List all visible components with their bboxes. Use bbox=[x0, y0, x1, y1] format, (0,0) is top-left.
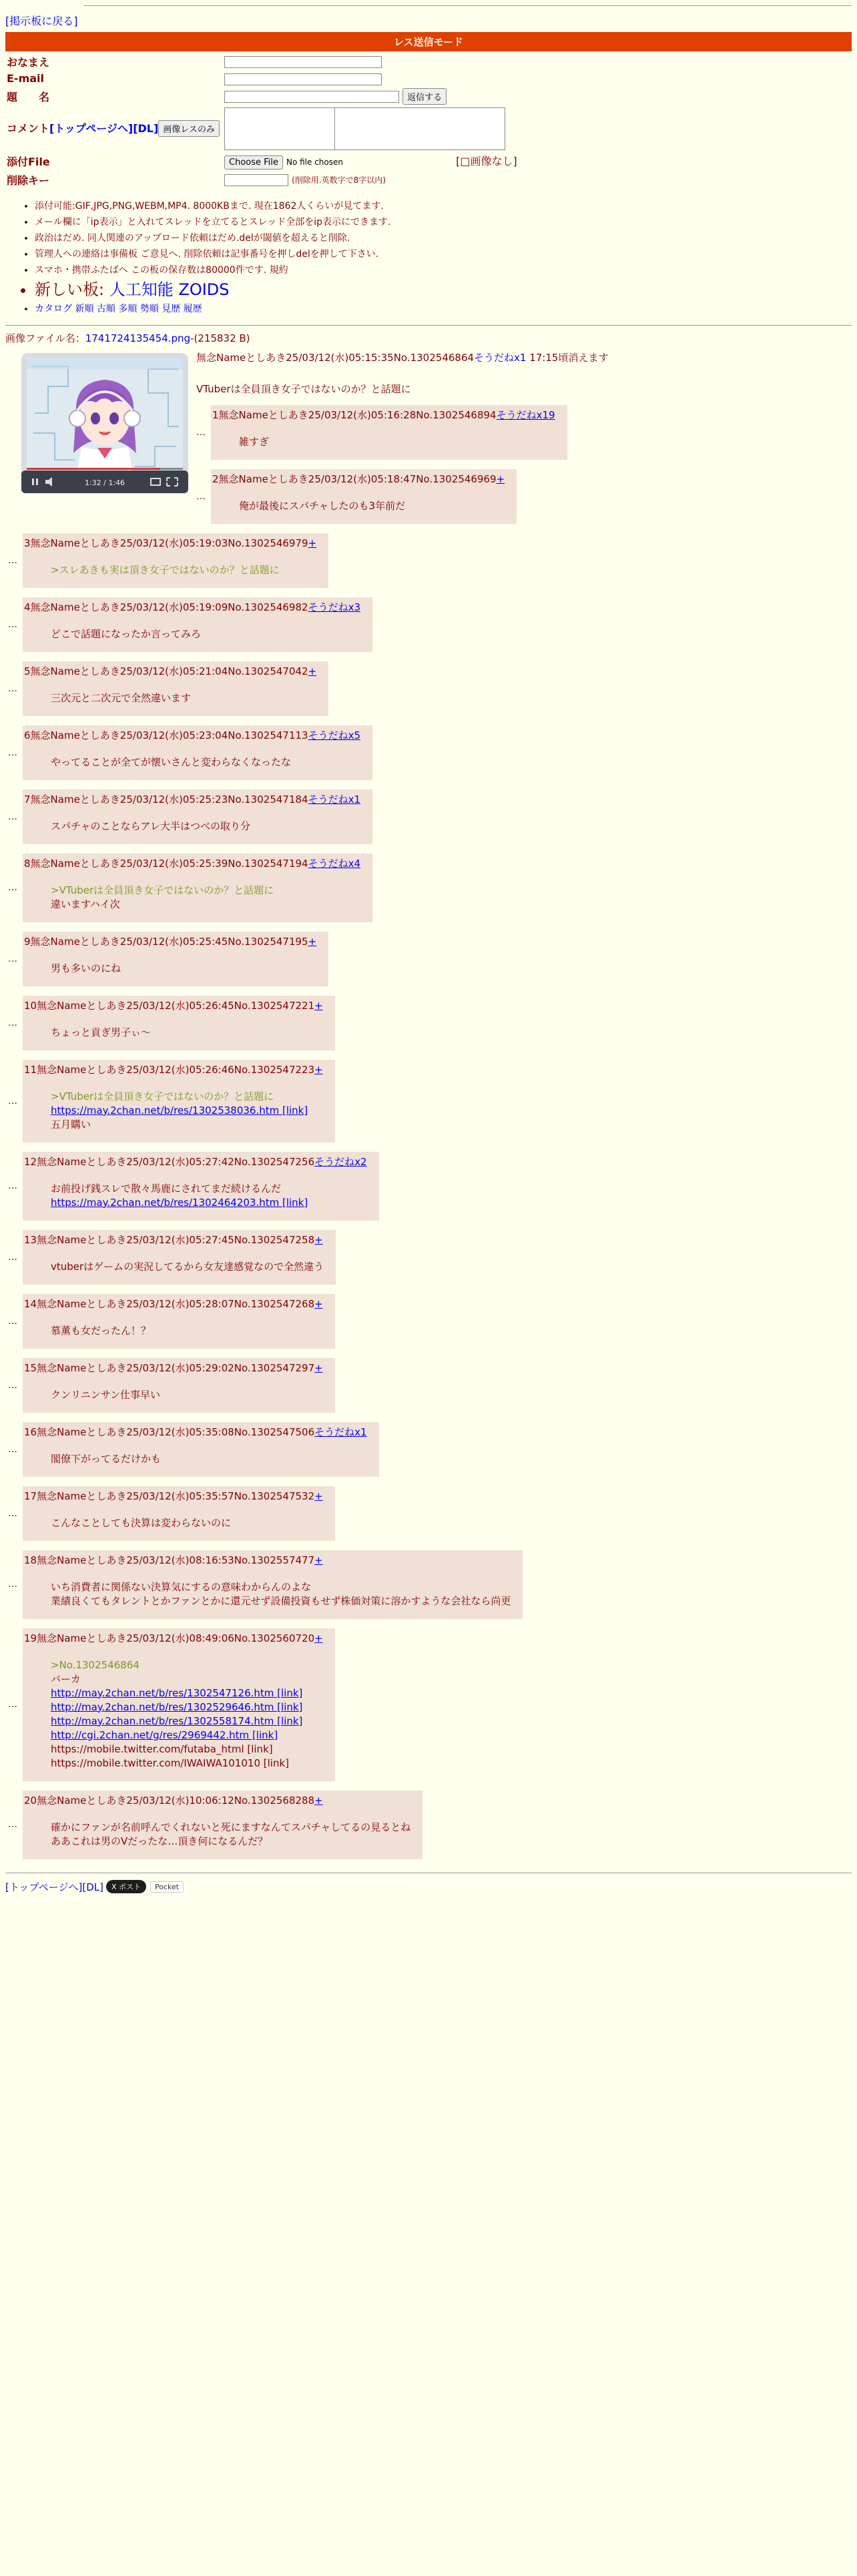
reply-number: 9 bbox=[24, 935, 31, 948]
reply-header bbox=[23, 1361, 323, 1375]
reply-row bbox=[8, 1550, 852, 1619]
back-to-board-link[interactable] bbox=[5, 13, 852, 28]
reply-header bbox=[23, 600, 360, 614]
op-post bbox=[5, 348, 852, 524]
reply-header-text[interactable]: 無念Nameとしあき25/03/12(水)05:19:09No.1302546982 bbox=[30, 601, 308, 613]
reply-body bbox=[23, 563, 316, 577]
sort-menu bbox=[35, 301, 852, 317]
soudane-button[interactable]: + bbox=[308, 665, 317, 677]
reply-link[interactable]: http://may.2chan.net/b/res/1302558174.htm [link] bbox=[51, 1714, 303, 1727]
reply-body bbox=[23, 1388, 323, 1402]
reply-link[interactable]: http://may.2chan.net/b/res/1302529646.htm [link] bbox=[51, 1700, 303, 1713]
new-boards-label: 新しい板: bbox=[35, 280, 105, 299]
reply-number: 5 bbox=[24, 665, 31, 677]
comment-links[interactable]: [トップページへ][DL] bbox=[49, 122, 159, 135]
delete-key-label: 削除キー bbox=[7, 174, 50, 187]
reply-line: クンリニンサン仕事早い bbox=[51, 1388, 160, 1401]
reply-line: 三次元と二次元で全然違います bbox=[51, 691, 192, 704]
back-link-text[interactable]: [掲示板に戻る] bbox=[5, 15, 78, 27]
menu-link[interactable]: 多順 bbox=[118, 303, 137, 314]
rule-item: • メール欄に「ip表示」と入れてスレッドを立てるとスレッド全部をip表示にできます. bbox=[35, 214, 852, 230]
reply-dots: … bbox=[8, 1017, 17, 1028]
email-input[interactable] bbox=[224, 73, 382, 85]
reply-header-text[interactable]: 無念Nameとしあき25/03/12(水)08:16:53No.1302557477 bbox=[37, 1554, 315, 1566]
image-res-button[interactable]: 画像レスのみ bbox=[158, 120, 220, 137]
reply-mode-banner: レス送信モード bbox=[5, 32, 852, 51]
op-text: VTuberは全員頂き女子ではないのか？と話題に bbox=[196, 382, 411, 395]
reply-body bbox=[23, 820, 360, 834]
soudane-button[interactable]: そうだねx5 bbox=[308, 729, 360, 741]
name-label: おなまえ bbox=[7, 56, 50, 69]
reply-dots: … bbox=[8, 882, 17, 893]
reply-line: 閣僚下がってるだけかも bbox=[51, 1452, 162, 1465]
reply-header-text[interactable]: 無念Nameとしあき25/03/12(水)10:06:12No.1302568288 bbox=[37, 1794, 315, 1807]
reply-row bbox=[8, 854, 852, 922]
soudane-button[interactable]: + bbox=[314, 1632, 323, 1644]
reply-body bbox=[23, 1452, 367, 1466]
reply-body bbox=[23, 627, 360, 641]
reply-post bbox=[23, 1152, 379, 1221]
reply-row bbox=[8, 661, 852, 716]
reply-dots: … bbox=[8, 1508, 17, 1519]
op-body bbox=[196, 348, 852, 524]
reply-number: 12 bbox=[24, 1155, 37, 1168]
thread-thumbnail[interactable] bbox=[21, 353, 188, 493]
reply-header bbox=[23, 728, 360, 742]
reply-dots: … bbox=[8, 1379, 17, 1391]
reply-body bbox=[23, 691, 316, 705]
reply-header bbox=[23, 1425, 367, 1439]
reply-body bbox=[23, 1324, 323, 1338]
reply-number: 16 bbox=[24, 1425, 37, 1438]
reply-header-text[interactable]: 無念Nameとしあき25/03/12(水)05:29:02No.1302547297 bbox=[37, 1361, 315, 1374]
reply-post bbox=[23, 1486, 335, 1541]
reply-body bbox=[23, 1658, 323, 1770]
reply-post bbox=[23, 597, 372, 652]
menu-link[interactable]: 見歴 bbox=[162, 303, 181, 314]
board-link-ai[interactable]: 人工知能 bbox=[109, 280, 174, 299]
reply-quote: >VTuberは全員頂き女子ではないのか？と話題に bbox=[51, 1090, 274, 1102]
reply-quote: >VTuberは全員頂き女子ではないのか？と話題に bbox=[51, 884, 274, 896]
reply-number: 19 bbox=[24, 1632, 37, 1644]
reply-number: 8 bbox=[24, 857, 31, 870]
reply-post bbox=[23, 996, 335, 1050]
reply-row bbox=[8, 789, 852, 844]
reply-quote: >スレあきも実は頂き女子ではないのか？と話題に bbox=[51, 563, 280, 576]
reply-line: 男も多いのにね bbox=[51, 962, 121, 974]
reply-body bbox=[23, 1821, 410, 1849]
reply-post bbox=[211, 405, 567, 460]
soudane-button[interactable]: + bbox=[314, 1490, 323, 1502]
reply-dots: … bbox=[8, 1579, 17, 1590]
comment-textarea-extension[interactable] bbox=[334, 107, 505, 150]
reply-header bbox=[211, 472, 505, 486]
reply-dots: … bbox=[196, 491, 206, 502]
delete-key-note: (削除用.英数字で8字以内) bbox=[292, 176, 386, 186]
no-image-checkbox[interactable]: [□画像なし] bbox=[456, 154, 517, 168]
reply-row bbox=[8, 1628, 852, 1781]
reply-header-text[interactable]: 無念Nameとしあき25/03/12(水)05:27:42No.1302547256 bbox=[37, 1155, 315, 1168]
soudane-button[interactable]: + bbox=[314, 1297, 323, 1310]
reply-dots: … bbox=[8, 953, 17, 964]
reply-link[interactable]: https://may.2chan.net/b/res/1302538036.htm [link] bbox=[51, 1104, 308, 1116]
reply-row bbox=[8, 1358, 852, 1413]
soudane-button[interactable]: + bbox=[314, 1361, 323, 1374]
reply-number: 18 bbox=[24, 1554, 37, 1566]
reply-dots: … bbox=[8, 619, 17, 630]
reply-header bbox=[23, 998, 323, 1012]
reply-row bbox=[8, 1152, 852, 1221]
reply-header bbox=[23, 1631, 323, 1645]
board-link-zoids[interactable]: ZOIDS bbox=[178, 280, 230, 299]
reply-form bbox=[5, 53, 519, 189]
reply-row bbox=[8, 1791, 852, 1859]
reply-line: 業績良くてもタレントとかファンとかに還元せず設備投資もせず株価対策に溶かすような会社なら尚更 bbox=[51, 1594, 511, 1607]
comment-label-cell bbox=[5, 106, 223, 151]
reply-number: 15 bbox=[24, 1361, 37, 1374]
reply-row bbox=[8, 996, 852, 1050]
reply-line: 五月購い bbox=[51, 1118, 91, 1131]
reply-post bbox=[23, 789, 372, 844]
reply-dots: … bbox=[8, 1181, 17, 1191]
reply-post bbox=[23, 1060, 335, 1143]
reply-body bbox=[23, 1580, 511, 1608]
early-replies bbox=[196, 405, 852, 524]
reply-line: vtuberはゲームの実況してるから女友達感覚なので全然違う bbox=[51, 1260, 324, 1273]
reply-body bbox=[23, 962, 316, 976]
delete-key-input[interactable] bbox=[224, 174, 288, 186]
reply-body bbox=[23, 884, 360, 912]
reply-number: 6 bbox=[24, 729, 31, 741]
image-file-link[interactable]: 1741724135454.png bbox=[85, 332, 191, 344]
reply-line: いち消費者に関係ない決算気にするの意味わからんのよな bbox=[51, 1580, 312, 1593]
file-label: 添付File bbox=[7, 155, 50, 168]
rule-item: • スマホ・携帯ふたばへ この板の保存数は80000件です. 規約 bbox=[35, 262, 852, 278]
soudane-button[interactable]: そうだねx1 bbox=[314, 1425, 367, 1438]
menu-link[interactable]: 履歴 bbox=[183, 303, 202, 314]
image-label: 画像ファイル名： bbox=[5, 332, 85, 344]
reply-post bbox=[23, 1294, 335, 1349]
reply-header-text[interactable]: 無念Nameとしあき25/03/12(水)05:19:03No.1302546979 bbox=[30, 537, 308, 549]
reply-post bbox=[23, 661, 328, 716]
reply-header bbox=[23, 1233, 324, 1247]
reply-number: 11 bbox=[24, 1063, 37, 1076]
footer-links[interactable]: [トップページへ][DL] bbox=[5, 1881, 103, 1893]
board-rules bbox=[5, 198, 852, 317]
reply-line: どこで話題になったか言ってみろ bbox=[51, 627, 202, 640]
soudane-button[interactable]: + bbox=[496, 472, 505, 485]
soudane-button[interactable]: + bbox=[314, 1794, 323, 1807]
reply-body bbox=[23, 1260, 324, 1274]
reply-row bbox=[8, 533, 852, 588]
reply-dots: … bbox=[8, 555, 17, 566]
reply-header bbox=[23, 856, 360, 870]
soudane-button[interactable]: そうだねx19 bbox=[496, 408, 555, 421]
reply-dots: … bbox=[8, 1095, 17, 1106]
reply-row bbox=[8, 1230, 852, 1285]
reply-row bbox=[8, 1422, 852, 1477]
name-input[interactable] bbox=[224, 56, 382, 68]
reply-row bbox=[8, 932, 852, 986]
reply-line: https://mobile.twitter.com/IWAIWA101010 [link] bbox=[51, 1756, 290, 1769]
reply-header bbox=[23, 934, 316, 948]
reply-row bbox=[8, 1060, 852, 1143]
reply-body bbox=[23, 1182, 367, 1210]
reply-line: やってることが全てが懐いさんと変わらなくなったな bbox=[51, 755, 292, 768]
reply-post bbox=[23, 533, 328, 588]
soudane-button[interactable]: + bbox=[314, 999, 323, 1012]
comment-label: コメント bbox=[7, 122, 50, 135]
op-header-text[interactable]: 無念Nameとしあき25/03/12(水)05:15:35No.1302546864 bbox=[196, 351, 475, 364]
soudane-button[interactable]: + bbox=[308, 537, 317, 549]
choose-file-button[interactable]: Choose File bbox=[224, 155, 283, 170]
soudane-button[interactable]: + bbox=[308, 935, 317, 948]
reply-post bbox=[23, 1628, 335, 1781]
image-size: -(215832 B) bbox=[190, 332, 250, 344]
reply-post bbox=[211, 469, 517, 524]
reply-body bbox=[23, 1026, 323, 1040]
op-header bbox=[196, 350, 852, 364]
reply-header bbox=[23, 536, 316, 550]
reply-line: 俺が最後にスパチャしたのも3年前だ bbox=[239, 499, 406, 512]
reply-header-text[interactable]: 無念Nameとしあき25/03/12(水)05:18:47No.1302546969 bbox=[218, 472, 497, 485]
reply-post bbox=[23, 1550, 523, 1619]
reply-line: こんなことしても決算は変わらないのに bbox=[51, 1516, 232, 1529]
soudane-button[interactable]: そうだねx1 bbox=[308, 793, 360, 806]
reply-header bbox=[23, 664, 316, 678]
reply-line: 雑すぎ bbox=[239, 435, 270, 448]
rule-item: • 政治はだめ. 同人関連のアップロード依頼はだめ.delが閾値を超えると削除. bbox=[35, 230, 852, 246]
reply-body bbox=[211, 499, 505, 513]
reply-dots: … bbox=[8, 1699, 17, 1710]
reply-line: 違いますハイ次 bbox=[51, 898, 120, 910]
reply-header bbox=[23, 1553, 511, 1567]
menu-link[interactable]: 古順 bbox=[96, 303, 115, 314]
reply-dots: … bbox=[8, 683, 17, 694]
reply-number: 4 bbox=[24, 601, 31, 613]
reply-body bbox=[23, 1516, 323, 1530]
reply-number: 1 bbox=[212, 408, 219, 421]
reply-number: 17 bbox=[24, 1490, 37, 1502]
soudane-button[interactable]: + bbox=[314, 1233, 323, 1246]
reply-header-text[interactable]: 無念Nameとしあき25/03/12(水)05:26:46No.1302547223 bbox=[37, 1063, 315, 1076]
reply-header-text[interactable]: 無念Nameとしあき25/03/12(水)05:35:08No.1302547506 bbox=[37, 1425, 315, 1438]
reply-dots: … bbox=[196, 426, 206, 438]
reply-header bbox=[211, 408, 555, 422]
reply-header-text[interactable]: 無念Nameとしあき25/03/12(水)05:28:07No.1302547268 bbox=[37, 1297, 315, 1310]
reply-link[interactable]: https://may.2chan.net/b/res/1302464203.htm [link] bbox=[51, 1196, 308, 1209]
reply-post bbox=[23, 1230, 336, 1285]
reply-line: ちょっと貢ぎ男子ぃ〜 bbox=[51, 1026, 152, 1038]
reply-quote: >No.1302546864 bbox=[51, 1658, 139, 1671]
reply-line: スパチャのことならアレ大半はつべの取り分 bbox=[51, 820, 250, 832]
soudane-button[interactable]: + bbox=[314, 1554, 323, 1566]
reply-number: 3 bbox=[24, 537, 31, 549]
reply-dots: … bbox=[8, 1315, 17, 1327]
reply-body bbox=[23, 1090, 323, 1132]
reply-header-text[interactable]: 無念Nameとしあき25/03/12(水)05:16:28No.1302546894 bbox=[218, 408, 497, 421]
reply-header bbox=[23, 1489, 323, 1503]
reply-post bbox=[23, 1358, 335, 1413]
comment-textarea[interactable] bbox=[224, 107, 335, 150]
reply-link[interactable]: http://may.2chan.net/b/res/1302547126.htm [link] bbox=[51, 1686, 303, 1699]
reply-row bbox=[8, 597, 852, 652]
reply-header-text[interactable]: 無念Nameとしあき25/03/12(水)05:21:04No.1302547042 bbox=[30, 665, 308, 677]
reply-list bbox=[5, 533, 852, 1859]
reply-post bbox=[23, 1791, 422, 1859]
menu-link[interactable]: カタログ bbox=[35, 303, 72, 314]
reply-header bbox=[23, 1793, 410, 1807]
op-expire: 17:15頃消えます bbox=[526, 351, 609, 364]
new-boards bbox=[35, 278, 852, 301]
soudane-button[interactable]: そうだねx2 bbox=[314, 1155, 367, 1168]
reply-header-text[interactable]: 無念Nameとしあき25/03/12(水)05:35:57No.1302547532 bbox=[37, 1490, 315, 1502]
reply-header bbox=[23, 1297, 323, 1311]
reply-header-text[interactable]: 無念Nameとしあき25/03/12(水)05:27:45No.1302547258 bbox=[37, 1233, 315, 1246]
submit-button[interactable]: 返信する bbox=[402, 88, 447, 105]
reply-row bbox=[8, 1294, 852, 1349]
reply-line: お前投げ銭スレで散々馬鹿にされてまだ続けるんだ bbox=[51, 1182, 282, 1195]
reply-body bbox=[211, 435, 555, 449]
reply-body bbox=[23, 755, 360, 769]
reply-header-text[interactable]: 無念Nameとしあき25/03/12(水)05:23:04No.1302547113 bbox=[30, 729, 308, 741]
reply-number: 20 bbox=[24, 1794, 37, 1807]
top-divider bbox=[84, 5, 852, 6]
reply-dots: … bbox=[8, 747, 17, 758]
reply-line: https://mobile.twitter.com/futaba_html [link] bbox=[51, 1742, 273, 1755]
image-info bbox=[5, 331, 852, 345]
reply-line: 慕薫も女だったん！？ bbox=[51, 1324, 152, 1337]
reply-number: 7 bbox=[24, 793, 31, 806]
reply-post bbox=[23, 932, 328, 986]
rule-item: • 管理人への連絡は事備板 ご意見へ. 削除依頼は記事番号を押しdelを押して下さい. bbox=[35, 246, 852, 262]
x-post-button[interactable]: X ポスト bbox=[106, 1880, 146, 1893]
footer bbox=[5, 1873, 852, 1894]
subject-label: 題 名 bbox=[7, 90, 50, 103]
menu-link[interactable]: 新順 bbox=[75, 303, 94, 314]
menu-link[interactable]: 勢順 bbox=[139, 303, 159, 314]
reply-number: 13 bbox=[24, 1233, 37, 1246]
reply-dots: … bbox=[8, 811, 17, 822]
reply-link[interactable]: http://cgi.2chan.net/g/res/2969442.htm [link] bbox=[51, 1728, 278, 1741]
soudane-button[interactable]: そうだねx3 bbox=[308, 601, 360, 613]
soudane-button[interactable]: そうだねx4 bbox=[308, 857, 360, 870]
reply-dots: … bbox=[8, 1819, 17, 1830]
reply-row bbox=[196, 405, 852, 460]
reply-row bbox=[196, 469, 852, 524]
reply-header-text[interactable]: 無念Nameとしあき25/03/12(水)05:25:45No.1302547195 bbox=[30, 935, 308, 948]
file-status: No file chosen bbox=[286, 157, 343, 167]
reply-header bbox=[23, 792, 360, 806]
reply-line: ああこれは男のVだったな…頂き何になるんだ？ bbox=[51, 1835, 268, 1847]
reply-row bbox=[8, 725, 852, 780]
reply-header bbox=[23, 1155, 367, 1169]
video-time: 1:32 / 1:46 bbox=[84, 478, 125, 487]
reply-header-text[interactable]: 無念Nameとしあき25/03/12(水)08:49:06No.1302560720 bbox=[37, 1632, 315, 1644]
reply-header-text[interactable]: 無念Nameとしあき25/03/12(水)05:25:23No.1302547184 bbox=[30, 793, 308, 806]
subject-input[interactable] bbox=[224, 91, 399, 103]
reply-dots: … bbox=[8, 1443, 17, 1455]
reply-header-text[interactable]: 無念Nameとしあき25/03/12(水)05:25:39No.1302547194 bbox=[30, 857, 308, 870]
op-soudane-button[interactable]: そうだねx1 bbox=[474, 351, 527, 364]
reply-post bbox=[23, 854, 372, 922]
reply-line: 確かにファンが名前呼んでくれないと死にますなんてスパチャしてるの見るとね bbox=[51, 1821, 411, 1833]
pocket-button[interactable]: Pocket bbox=[150, 1881, 184, 1893]
reply-dots: … bbox=[8, 1251, 17, 1263]
rule-item: • 添付可能:GIF,JPG,PNG,WEBM,MP4. 8000KBまで. 現在1862人くらいが見てます. bbox=[35, 198, 852, 214]
email-label: E-mail bbox=[7, 72, 45, 85]
reply-post bbox=[23, 1422, 379, 1477]
reply-header-text[interactable]: 無念Nameとしあき25/03/12(水)05:26:45No.1302547221 bbox=[37, 999, 315, 1012]
reply-number: 2 bbox=[212, 472, 219, 485]
soudane-button[interactable]: + bbox=[314, 1063, 323, 1076]
reply-post bbox=[23, 725, 372, 780]
reply-header bbox=[23, 1062, 323, 1076]
reply-row bbox=[8, 1486, 852, 1541]
thumbnail-image bbox=[21, 353, 188, 493]
thread-divider bbox=[5, 325, 852, 326]
reply-line: バーカ bbox=[51, 1672, 81, 1685]
reply-number: 10 bbox=[24, 999, 37, 1012]
reply-number: 14 bbox=[24, 1297, 37, 1310]
